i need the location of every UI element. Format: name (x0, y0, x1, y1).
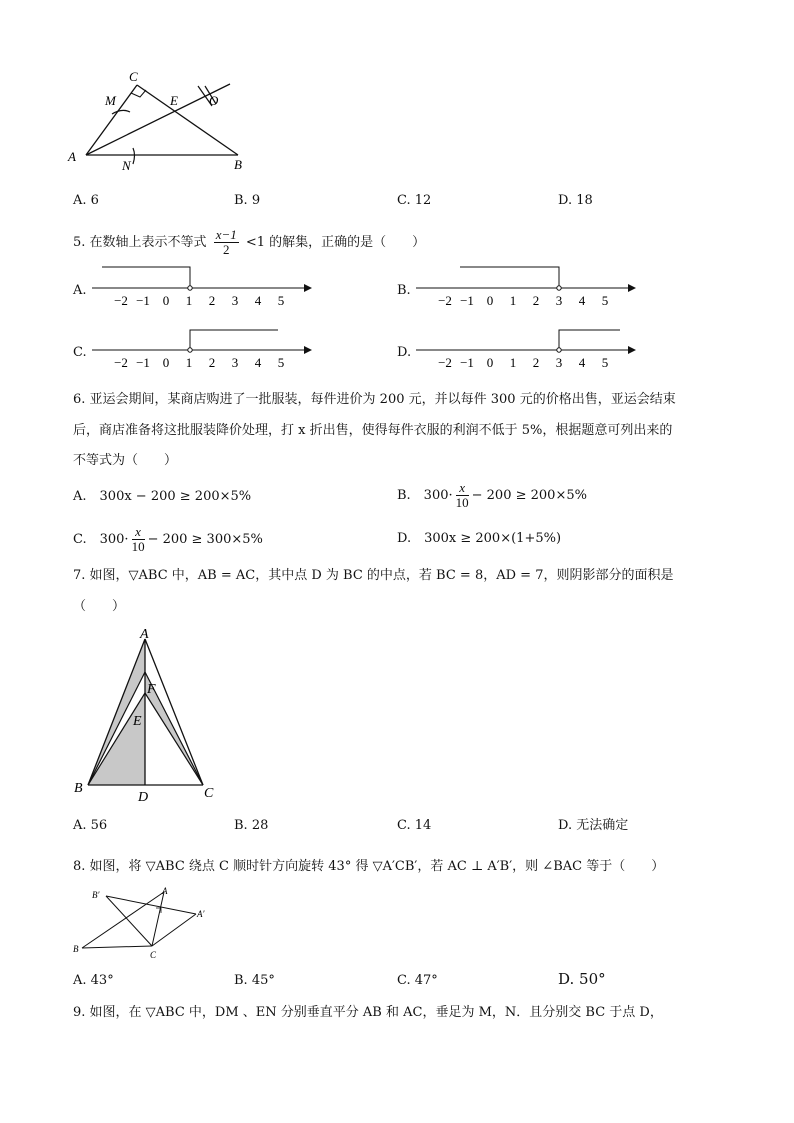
svg-text:0: 0 (162, 355, 170, 370)
svg-text:4: 4 (578, 355, 586, 370)
q7-option-a: A. 56 (73, 818, 108, 833)
label-A: A (140, 627, 149, 642)
q5-numberline-d (412, 324, 637, 374)
q8-option-a: A. 43° (73, 973, 114, 988)
q5-number: 5. (73, 235, 86, 250)
svg-text:−1: −1 (460, 355, 474, 370)
q6-line1: 6. 亚运会期间，某商店购进了一批服装，每件进价为 200 元，并以每件 300 元的价格出售，亚运会结束 (73, 392, 676, 407)
label-A: A (68, 149, 76, 164)
svg-text:5: 5 (601, 293, 609, 308)
svg-text:4: 4 (254, 355, 262, 370)
q5-option-d-label: D. (397, 345, 412, 360)
svg-text:1: 1 (509, 293, 517, 308)
figure-q8-rotation (70, 884, 210, 964)
svg-text:1: 1 (185, 293, 193, 308)
q6-option-d: D. 300x ≥ 200×(1+5%) (397, 531, 562, 546)
svg-text:−1: −1 (460, 293, 474, 308)
q5-option-c-label: C. (73, 345, 87, 360)
q7-line2: （ ） (73, 599, 126, 614)
svg-text:1: 1 (185, 355, 193, 370)
label-M: M (105, 93, 116, 108)
q5-fraction: $\frac{x-1}{2}$ (215, 227, 237, 257)
q8-option-d: D. 50° (558, 970, 606, 988)
svg-text:0: 0 (486, 293, 494, 308)
figure-q7-triangle (70, 625, 230, 810)
label-D: D (138, 790, 149, 805)
svg-text:2: 2 (532, 355, 540, 370)
label-B: B (73, 944, 79, 954)
label-F: F (147, 682, 156, 697)
svg-text:4: 4 (578, 293, 586, 308)
label-E: E (133, 714, 142, 729)
q5-numberline-c (88, 324, 313, 374)
q5-text-after: <1 的解集，正确的是（ ） (245, 235, 426, 250)
q6-line3: 不等式为（ ） (73, 453, 178, 468)
q8-option-b: B. 45° (234, 973, 275, 988)
q4-option-c: C. 12 (397, 193, 432, 208)
q4-option-b: B. 9 (234, 193, 261, 208)
q6-option-a: A. 300x − 200 ≥ 200×5% (73, 489, 252, 504)
svg-text:5: 5 (277, 293, 285, 308)
q8-line1: 8. 如图，将 ▽ABC 绕点 C 顺时针方向旋转 43° 得 ▽A′CB′，若 AC ⊥ A′B′，则 ∠BAC 等于（ ） (73, 859, 665, 874)
label-N: N (122, 158, 131, 173)
svg-text:3: 3 (555, 355, 563, 370)
q7-option-d: D. 无法确定 (558, 818, 629, 833)
label-B-prime: B′ (92, 890, 100, 900)
svg-text:3: 3 (555, 293, 563, 308)
q4-option-d: D. 18 (558, 193, 593, 208)
q7-option-c: C. 14 (397, 818, 432, 833)
svg-text:−2: −2 (114, 355, 128, 370)
svg-text:−2: −2 (438, 293, 452, 308)
svg-text:−1: −1 (136, 293, 150, 308)
svg-text:3: 3 (231, 355, 239, 370)
q5-numberline-a (88, 262, 313, 312)
q4-option-a: A. 6 (73, 193, 99, 208)
svg-text:3: 3 (231, 293, 239, 308)
q5-text-before: 在数轴上表示不等式 (89, 235, 207, 250)
svg-text:−2: −2 (438, 355, 452, 370)
label-B: B (234, 157, 242, 172)
q9-line1: 9. 如图，在 ▽ABC 中，DM 、EN 分别垂直平分 AB 和 AC，垂足为 M，N．且分别交 BC 于点 D， (73, 1005, 663, 1020)
svg-text:1: 1 (509, 355, 517, 370)
label-E: E (170, 93, 178, 108)
q7-line1: 7. 如图，▽ABC 中，AB = AC，其中点 D 为 BC 的中点，若 BC = 8，AD = 7，则阴影部分的面积是 (73, 568, 674, 583)
q5-option-b-label: B. (397, 283, 411, 298)
label-C: C (129, 69, 138, 84)
svg-text:5: 5 (601, 355, 609, 370)
label-A: A (162, 886, 168, 896)
svg-text:−1: −1 (136, 355, 150, 370)
q7-option-b: B. 28 (234, 818, 269, 833)
q6-line2: 后，商店准备将这批服装降价处理，打 x 折出售，使得每件衣服的利润不低于 5%，根据题意可列出来的 (73, 423, 673, 438)
label-A-prime: A′ (197, 909, 205, 919)
svg-text:0: 0 (162, 293, 170, 308)
q8-option-c: C. 47° (397, 973, 438, 988)
svg-text:4: 4 (254, 293, 262, 308)
label-C: C (150, 950, 157, 960)
svg-text:0: 0 (486, 355, 494, 370)
svg-text:2: 2 (532, 293, 540, 308)
svg-text:2: 2 (208, 293, 216, 308)
label-C: C (204, 786, 214, 801)
q5-question (73, 228, 425, 258)
svg-text:−2: −2 (114, 293, 128, 308)
label-O: O (209, 93, 219, 108)
q6-option-b: B. 300· $\frac{x}{10}$ − 200 ≥ 200×5% (397, 480, 587, 510)
figure-q4-triangle (60, 66, 250, 176)
svg-text:5: 5 (277, 355, 285, 370)
q5-numberline-b (412, 262, 637, 312)
label-B: B (74, 781, 83, 796)
q5-option-a-label: A. (73, 283, 87, 298)
svg-text:2: 2 (208, 355, 216, 370)
q6-option-c: C. 300· $\frac{x}{10}$ − 200 ≥ 300×5% (73, 524, 263, 554)
